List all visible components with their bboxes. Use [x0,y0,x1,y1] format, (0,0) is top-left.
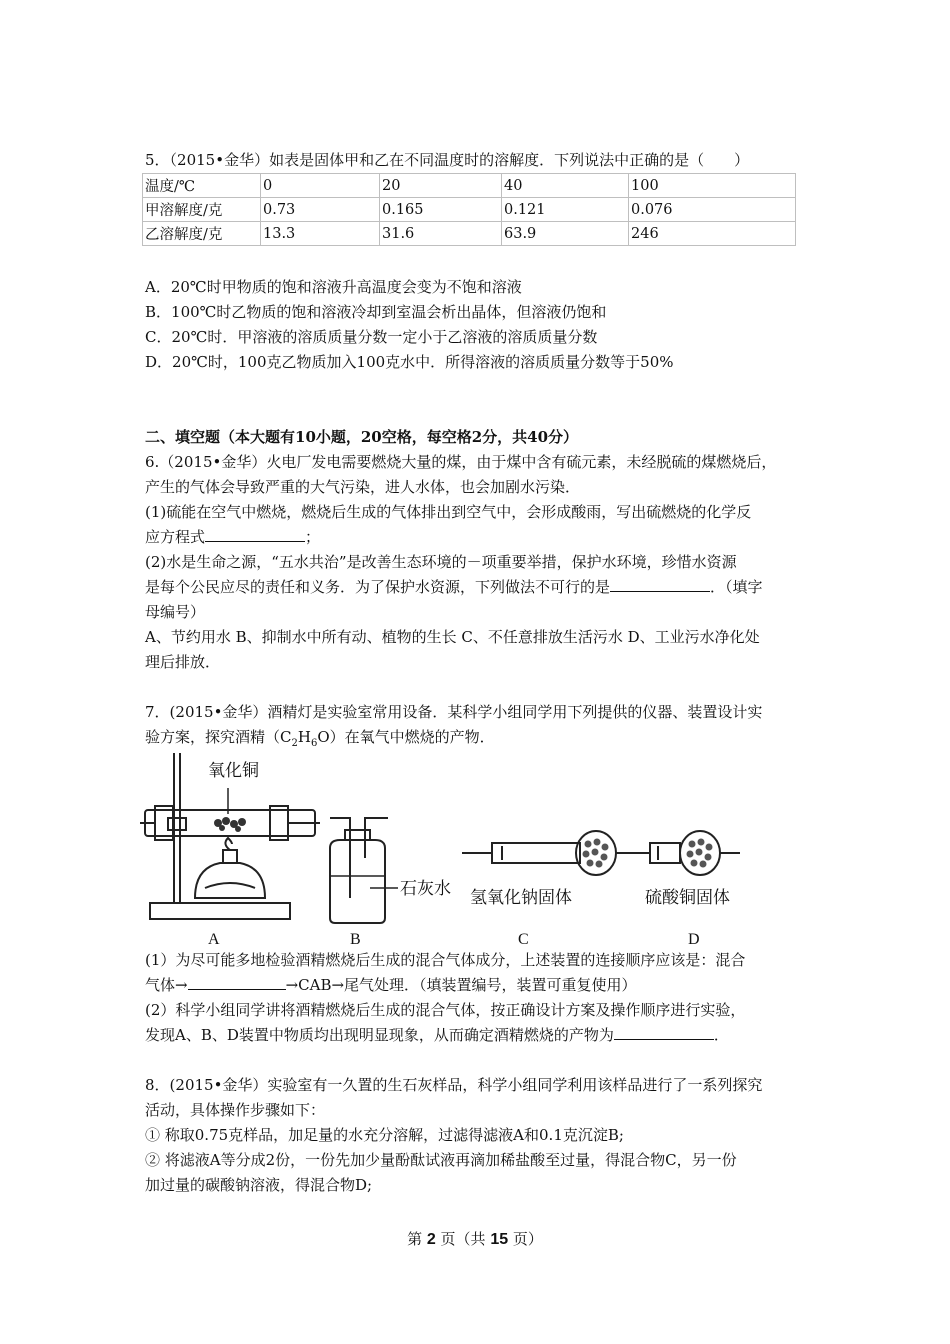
q5-option-c: C．20℃时．甲溶液的溶质质量分数一定小于乙溶液的溶质质量分数 [145,328,598,346]
q7-line: 7．(2015•金华）酒精灯是实验室常用设备．某科学小组同学用下列提供的仪器、装置设计实 [145,703,763,721]
cuo-particle [235,826,241,832]
q5-option-d: D．20℃时，100克乙物质加入100克水中．所得溶液的溶质质量分数等于50% [145,353,674,371]
cuso4-granule [689,841,696,848]
q7-text: 验方案，探究酒精（C [145,728,292,746]
footer-text: 页） [512,1230,543,1248]
q5-option-a: A．20℃时甲物质的饱和溶液升高温度会变为不饱和溶液 [145,278,522,296]
q7-text: →CAB→尾气处理．（填装置编号，装置可重复使用） [285,976,637,994]
table-cell: 246 [629,222,796,246]
table-cell: 0.076 [629,198,796,222]
q6-line [145,527,320,547]
q7-line [145,1025,729,1045]
stand-base [150,903,290,919]
naoh-granule [594,839,601,846]
wash-bottle [330,840,385,923]
naoh-granule [585,841,592,848]
subscript: 2 [291,738,298,749]
q6-text: 是每个公民应尽的责任和义务．为了保护水资源，下列做法不可行的是 [145,578,611,596]
table-row [143,198,796,222]
answer-blank[interactable] [188,975,286,990]
q6-line: 产生的气体会导致严重的大气污染，进人水体，也会加剧水污染． [145,478,581,496]
total-pages: 15 [490,1231,509,1248]
cuso4-granule [705,854,712,861]
naoh-granule [601,854,608,861]
table-cell: 0 [261,174,380,198]
section-title: 二、填空题（本大题有10小题，20空格，每空格2分，共40分） [145,428,579,446]
apparatus-label-c: C [518,931,529,948]
table-cell: 温度/℃ [143,174,261,198]
naoh-granule [596,861,603,868]
table-cell: 100 [629,174,796,198]
table-cell: 0.73 [261,198,380,222]
q7-text: ． [713,1026,729,1044]
cuo-particle [222,817,230,825]
cuo-particle [219,825,225,831]
q6-line: (1)硫能在空气中燃烧，燃烧后生成的气体排出到空气中，会形成酸雨，写出硫燃烧的化学反 [145,503,752,521]
table-cell: 甲溶解度/克 [143,198,261,222]
q7-line [145,975,637,995]
cuso4-granule [706,844,713,851]
q6-text: ．（填字 [710,578,763,596]
q6-line: 6.（2015•金华）火电厂发电需要燃烧大量的煤，由于煤中含有硫元素，未经脱硫的煤燃烧后， [145,453,777,471]
subscript: 6 [310,738,318,749]
cuso4-granule [691,860,698,867]
table-row [143,174,796,198]
solubility-table [142,173,796,246]
label-cuo: 氧化铜 [208,761,259,781]
flame [225,838,232,850]
clamp [168,818,186,830]
c-tube [492,843,580,863]
page-footer [0,1228,950,1249]
cuso4-granule [696,849,703,856]
naoh-granule [592,849,599,856]
label-naoh: 氢氧化钠固体 [470,888,572,908]
q7-text: 气体→ [145,976,188,994]
cuo-particle [238,818,246,826]
q8-line: 8．(2015•金华）实验室有一久置的生石灰样品，科学小组同学利用该样品进行了一系列探究 [145,1076,763,1094]
tube-stopper [270,806,288,840]
table-row [143,222,796,246]
q8-line: ① 称取0.75克样品，加足量的水充分溶解，过滤得滤液A和0.1克沉淀B; [145,1126,624,1144]
q6-line: (2)水是生命之源，“五水共治”是改善生态环境的－项重要举措，保护水环境，珍惜水资源 [145,553,737,571]
apparatus-label-b: B [350,931,361,948]
alcohol-level [205,883,255,888]
cuso4-granule [687,851,694,858]
q8-line: ② 将滤液A等分成2份，一份先加少量酚酞试液再滴加稀盐酸至过量，得混合物C，另一份 [145,1151,737,1169]
table-cell: 0.121 [502,198,629,222]
cuso4-granule [700,861,707,868]
bottle-stopper [345,830,370,840]
q8-line: 活动，具体操作步骤如下： [145,1101,326,1119]
table-cell: 20 [380,174,502,198]
tube-stopper-left [155,806,173,840]
apparatus-label-d: D [688,931,700,948]
table-cell: 31.6 [380,222,502,246]
q6-text: ； [305,528,321,546]
q6-line: A、节约用水 B、抑制水中所有动、植物的生长 C、不任意排放生活污水 D、工业污水净化处 [145,628,760,646]
q8-line: 加过量的碳酸钠溶液，得混合物D; [145,1176,373,1194]
table-cell: 13.3 [261,222,380,246]
alcohol-lamp [195,863,265,898]
answer-blank[interactable] [610,577,710,592]
q7-line: (1）为尽可能多地检验酒精燃烧后生成的混合气体成分，上述装置的连接顺序应该是：混合 [145,951,746,969]
q7-text: O）在氧气中燃烧的产物． [317,728,495,746]
q6-text: 应方程式 [145,528,206,546]
q6-line: 理后排放． [145,653,221,671]
q6-line: 母编号） [145,603,206,621]
table-cell: 40 [502,174,629,198]
q7-line: (2）科学小组同学讲将酒精燃烧后生成的混合气体，按正确设计方案及操作顺序进行实验， [145,1001,746,1019]
q7-text: 发现A、B、D装置中物质均出现明显现象，从而确定酒精燃烧的产物为 [145,1026,614,1044]
q5-stem: 5．（2015•金华）如表是固体甲和乙在不同温度时的溶解度．下列说法中正确的是（ ） [145,151,750,169]
naoh-granule [583,851,590,858]
label-cuso4: 硫酸铜固体 [645,888,730,908]
answer-blank[interactable] [205,527,305,542]
d-tube [650,843,680,863]
cuso4-granule [698,839,705,846]
naoh-granule [587,860,594,867]
table-cell: 乙溶解度/克 [143,222,261,246]
table-cell: 63.9 [502,222,629,246]
q6-line [145,577,763,597]
lamp-neck [223,850,237,863]
answer-blank[interactable] [614,1025,714,1040]
q5-option-b: B．100℃时乙物质的饱和溶液冷却到室温会析出晶体，但溶液仍饱和 [145,303,607,321]
table-cell: 0.165 [380,198,502,222]
apparatus-label-a: A [208,931,220,948]
label-limewater: 石灰水 [400,879,451,899]
apparatus-figure [140,748,750,948]
page-number: 2 [426,1231,436,1248]
footer-text: 页（共 [440,1230,486,1248]
naoh-granule [602,844,609,851]
footer-text: 第 [407,1230,423,1248]
q7-text: H [297,728,311,746]
